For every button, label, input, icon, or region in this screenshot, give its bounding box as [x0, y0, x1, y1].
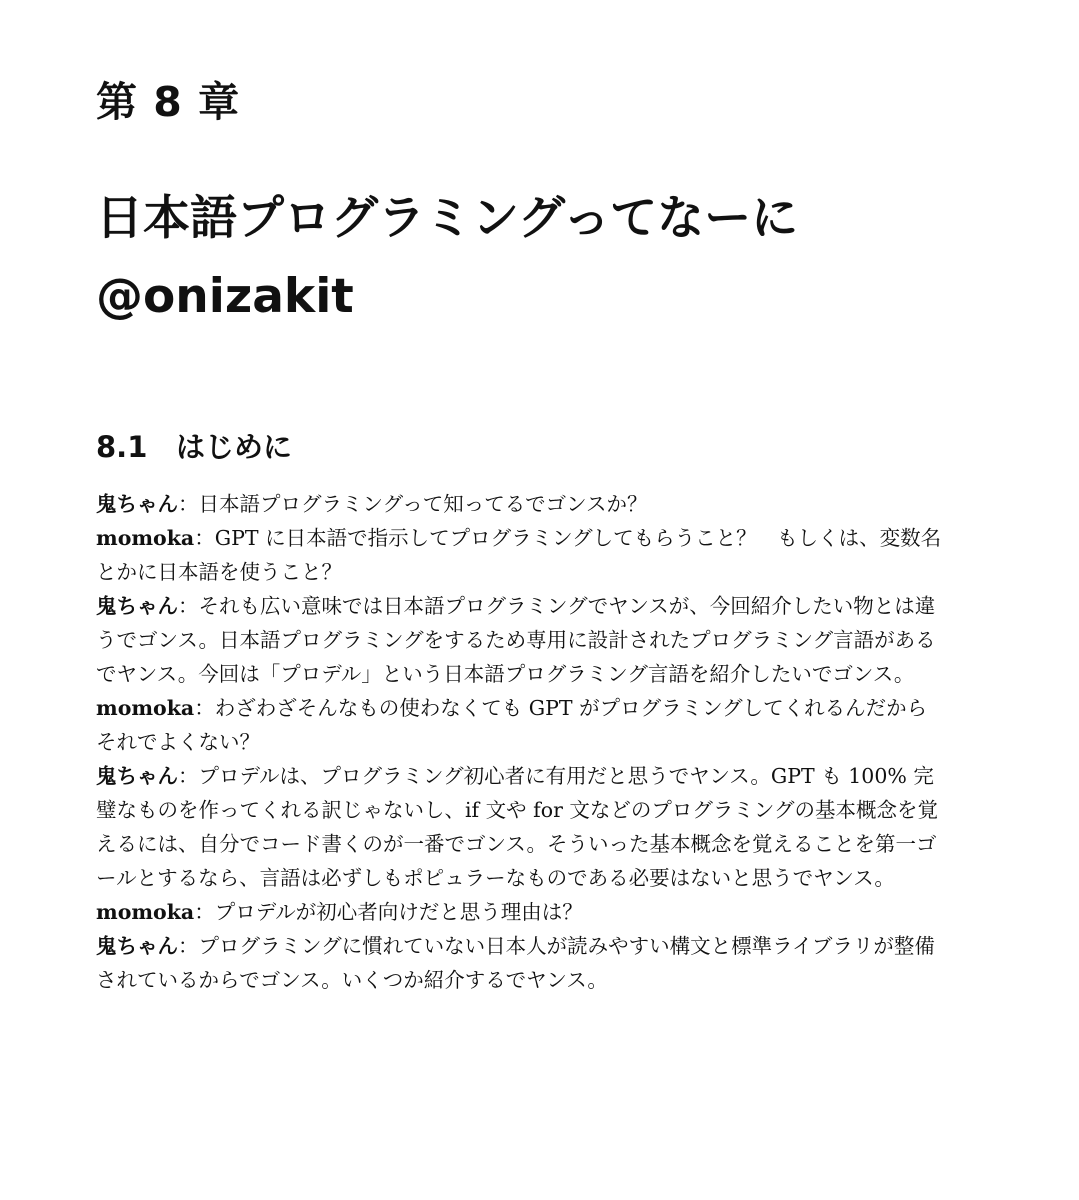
dialogue-line [96, 895, 946, 929]
speaker-name: momoka [96, 526, 195, 550]
chapter-title [96, 180, 956, 336]
dialogue-text: ：プロデルは、プログラミング初心者に有用だと思うでヤンス。GPT も 100% 完璧なものを作ってくれる訳じゃないし、if 文や for 文などのプログラミングの基本概念を覚えるには、自分でコード書くのが一番でゴンス。そういった基本概念を覚えることを第一ゴールとするなら、言語は必ずしもポピュラーなものである必要はないと思うでヤンス。 [96, 764, 939, 890]
speaker-name: 鬼ちゃん [96, 934, 178, 958]
dialogue-text: ：プロデルが初心者向けだと思う理由は？ [194, 900, 583, 924]
chapter-label: 第 8 章 [96, 78, 241, 126]
dialogue-text: ：GPT に日本語で指示してプログラミングしてもらうこと？ もしくは、変数名とかに日本語を使うこと？ [96, 526, 942, 584]
speaker-name: momoka [96, 900, 195, 924]
section-heading [96, 422, 292, 472]
speaker-name: 鬼ちゃん [96, 492, 178, 516]
dialogue-line [96, 487, 946, 521]
section-number: 8.1 [96, 430, 148, 464]
dialogue-text: ：わざわざそんなもの使わなくても GPT がプログラミングしてくれるんだからそれでよくない？ [96, 696, 928, 754]
dialogue-body [96, 487, 946, 997]
chapter-title-line: 日本語プログラミングってなーに [96, 191, 799, 246]
speaker-name: 鬼ちゃん [96, 764, 178, 788]
section-title: はじめに [176, 430, 293, 464]
speaker-name: 鬼ちゃん [96, 594, 178, 618]
dialogue-text: ：プログラミングに慣れていない日本人が読みやすい構文と標準ライブラリが整備されているからでゴンス。いくつか紹介するでヤンス。 [96, 934, 935, 992]
speaker-name: momoka [96, 696, 195, 720]
chapter-author: @onizakit [96, 269, 354, 324]
dialogue-text: ：日本語プログラミングって知ってるでゴンスか？ [178, 492, 648, 516]
dialogue-text: ：それも広い意味では日本語プログラミングでヤンスが、今回紹介したい物とは違うでゴンス。日本語プログラミングをするため専用に設計されたプログラミング言語があるでヤンス。今回は「プロデル」という日本語プログラミング言語を紹介したいでゴンス。 [96, 594, 936, 686]
dialogue-line [96, 589, 946, 691]
dialogue-line [96, 521, 946, 589]
dialogue-line [96, 929, 946, 997]
dialogue-line [96, 691, 946, 759]
dialogue-line [96, 759, 946, 895]
